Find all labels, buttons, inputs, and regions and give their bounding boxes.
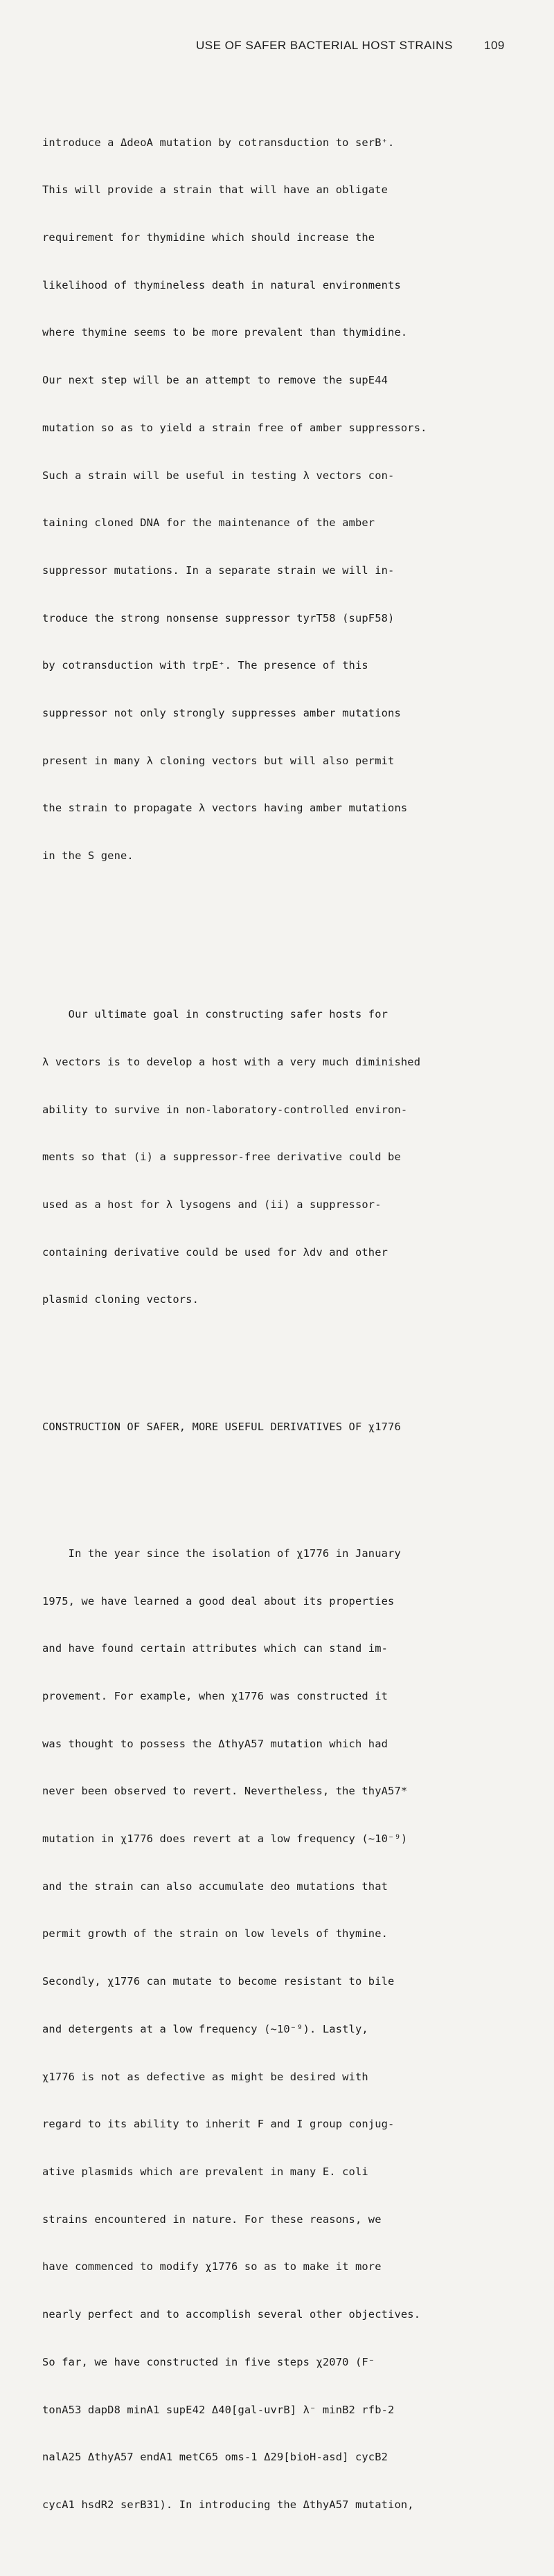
text-line: ability to survive in non-laboratory-controlled environ-	[42, 1103, 408, 1116]
text-line: containing derivative could be used for λdv and other	[42, 1245, 388, 1259]
text-line: mutation in χ1776 does revert at a low frequency (~10⁻⁹)	[42, 1832, 408, 1846]
text-line: was thought to possess the ΔthyA57 mutation which had	[42, 1737, 388, 1750]
text-line: 1975, we have learned a good deal about its properties	[42, 1594, 395, 1607]
text-line: by cotransduction with trpE⁺. The presence of this	[42, 659, 368, 672]
text-line: suppressor not only strongly suppresses amber mutations	[42, 707, 401, 720]
text-line: tonA53 dapD8 minA1 supE42 Δ40[gal-uvrB] λ⁻ minB2 rfb-2	[42, 2403, 395, 2416]
text-line: troduce the strong nonsense suppressor tyrT58 (supF58)	[42, 611, 395, 624]
running-header	[0, 39, 554, 55]
paragraph-spacer	[42, 1466, 551, 1482]
section-heading: CONSTRUCTION OF SAFER, MORE USEFUL DERIVATIVES OF χ1776	[42, 1420, 401, 1433]
text-line: never been observed to revert. Nevertheless, the thyA57*	[42, 1785, 408, 1798]
text-line: requirement for thymidine which should increase the	[42, 231, 375, 244]
text-line: In the year since the isolation of χ1776 in January	[42, 1547, 401, 1560]
text-line: χ1776 is not as defective as might be desired with	[42, 2070, 368, 2083]
text-line: present in many λ cloning vectors but will also permit	[42, 754, 395, 767]
text-line: suppressor mutations. In a separate strain we will in-	[42, 564, 395, 577]
text-line: strains encountered in nature. For these reasons, we	[42, 2213, 382, 2226]
text-line: provement. For example, when χ1776 was constructed it	[42, 1689, 388, 1702]
text-line: nalA25 ΔthyA57 endA1 metC65 oms-1 Δ29[bioH-asd] cycB2	[42, 2451, 388, 2464]
text-line: and have found certain attributes which can stand im-	[42, 1642, 388, 1655]
text-line: nearly perfect and to accomplish several other objectives.	[42, 2308, 421, 2321]
body-text	[42, 71, 551, 2576]
paragraph-2	[42, 975, 551, 1340]
text-line: Our ultimate goal in constructing safer hosts for	[42, 1008, 388, 1021]
text-line: λ vectors is to develop a host with a very much diminished	[42, 1055, 421, 1068]
page-number: 109	[484, 39, 505, 52]
text-line: and detergents at a low frequency (~10⁻⁹). Lastly,	[42, 2022, 368, 2035]
running-title: USE OF SAFER BACTERIAL HOST STRAINS	[196, 39, 453, 52]
text-line: introduce a ΔdeoA mutation by cotransduction to serB⁺.	[42, 136, 395, 149]
text-line: and the strain can also accumulate deo mutations that	[42, 1880, 388, 1893]
text-line: used as a host for λ lysogens and (ii) a suppressor-	[42, 1198, 382, 1212]
paragraph-3	[42, 1514, 551, 2545]
text-line: ative plasmids which are prevalent in many E. coli	[42, 2165, 368, 2178]
text-line: mutation so as to yield a strain free of amber suppressors.	[42, 421, 427, 434]
text-line: So far, we have constructed in five steps χ2070 (F⁻	[42, 2355, 375, 2368]
text-line: Our next step will be an attempt to remove the supE44	[42, 374, 388, 387]
text-line: the strain to propagate λ vectors having amber mutations	[42, 802, 408, 815]
text-line: ments so that (i) a suppressor-free derivative could be	[42, 1151, 401, 1164]
text-line: have commenced to modify χ1776 so as to make it more	[42, 2260, 382, 2273]
paragraph-spacer	[42, 928, 551, 944]
text-line: Secondly, χ1776 can mutate to become resistant to bile	[42, 1975, 395, 1988]
text-line: in the S gene.	[42, 849, 134, 863]
paragraph-1	[42, 103, 551, 896]
text-line: permit growth of the strain on low levels of thymine.	[42, 1927, 388, 1940]
text-line: likelihood of thymineless death in natural environments	[42, 278, 401, 291]
text-line: regard to its ability to inherit F and I group conjug-	[42, 2118, 395, 2131]
text-line: where thymine seems to be more prevalent than thymidine.	[42, 326, 408, 339]
paragraph-spacer	[42, 1371, 551, 1387]
text-line: plasmid cloning vectors.	[42, 1293, 199, 1306]
text-line: taining cloned DNA for the maintenance of the amber	[42, 516, 375, 530]
text-line: Such a strain will be useful in testing λ vectors con-	[42, 469, 395, 482]
text-line: cycA1 hsdR2 serB31). In introducing the ΔthyA57 mutation,	[42, 2498, 414, 2511]
text-line: This will provide a strain that will have an obligate	[42, 183, 388, 197]
